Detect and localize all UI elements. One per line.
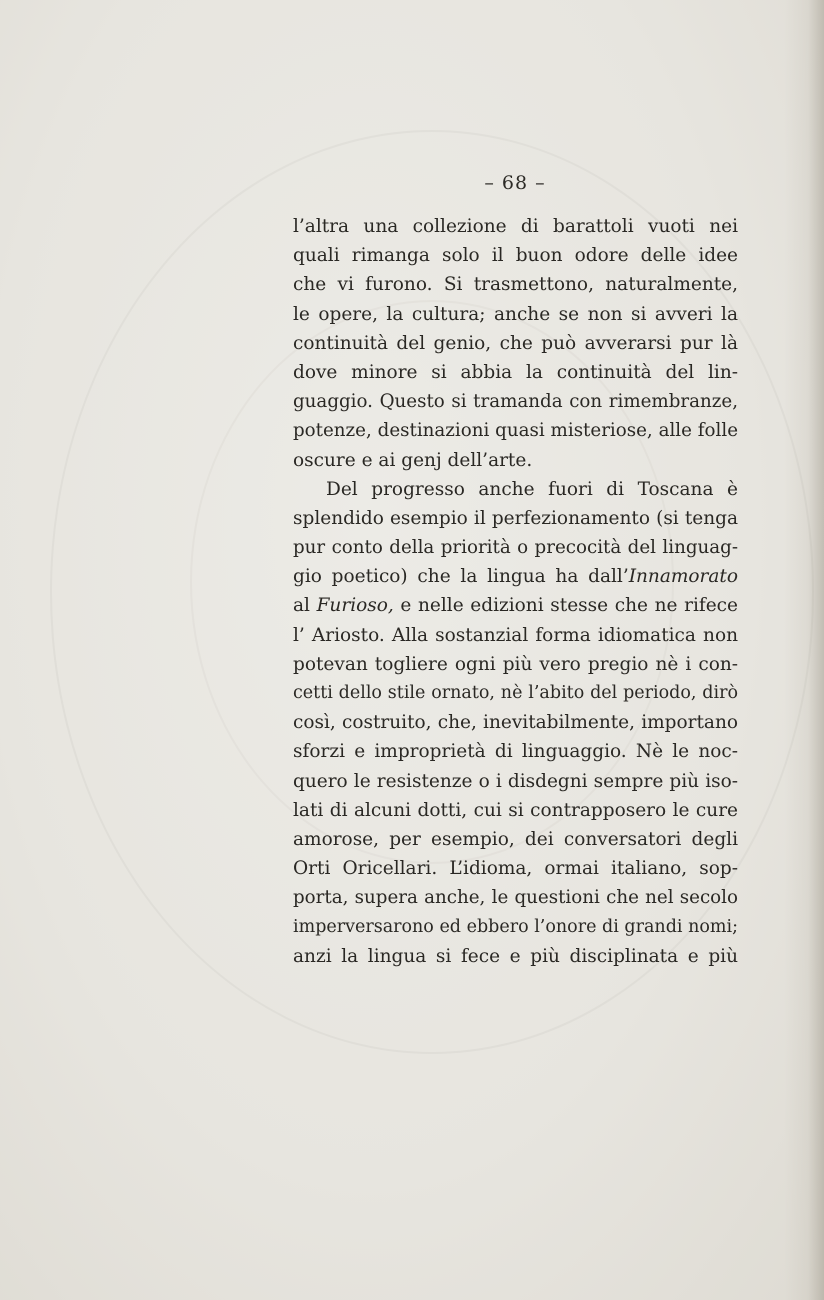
text-line: l’altra una collezione di barattoli vuoti nei	[293, 216, 738, 237]
paragraph-start-line: Del progresso anche fuori di Toscana è	[326, 478, 738, 500]
text-line: le opere, la cultura; anche se non si avveri la	[293, 303, 738, 325]
text-line: porta, supera anche, le questioni che nel secolo	[293, 887, 738, 909]
page-number: – 68 –	[484, 172, 546, 194]
text-line: quali rimanga solo il buon odore delle idee	[293, 245, 738, 267]
text-line: amorose, per esempio, dei conversatori degli	[293, 828, 738, 850]
text-span: e nelle edizioni stesse che ne rifece	[393, 595, 738, 617]
text-line	[293, 591, 738, 620]
text-line: guaggio. Questo si tramanda con rimembranze,	[293, 391, 738, 413]
text-line: sforzi e improprietà di linguaggio. Nè le noc-	[293, 741, 738, 763]
italic-title: Innamorato	[628, 566, 738, 588]
text-span: al	[293, 595, 317, 617]
italic-title: Furioso,	[316, 595, 394, 617]
body-text	[293, 212, 738, 971]
text-line: anzi la lingua si fece e più disciplinata e più	[293, 945, 738, 967]
text-line: dove minore si abbia la continuità del lin-	[293, 361, 738, 383]
text-line: pur conto della priorità o precocità del linguag-	[293, 537, 738, 559]
text-line: potenze, destinazioni quasi misteriose, alle folle	[293, 420, 738, 442]
page-edge-shadow	[784, 0, 824, 1300]
text-line: lati di alcuni dotti, cui si contrapposero le cure	[293, 799, 738, 821]
text-line: splendido esempio il perfezionamento (si tenga	[293, 507, 738, 529]
text-line: cetti dello stile ornato, nè l’abito del periodo, dirò	[293, 683, 738, 703]
text-line: così, costruito, che, inevitabilmente, importano	[293, 712, 738, 734]
paragraph-end-line: oscure e ai genj dell’arte.	[293, 449, 533, 471]
text-line: imperversarono ed ebbero l’onore di grandi nomi;	[293, 916, 738, 937]
text-line: potevan togliere ogni più vero pregio nè i con-	[293, 653, 738, 675]
text-line: l’ Ariosto. Alla sostanzial forma idiomatica non	[293, 624, 738, 646]
text-line: Orti Oricellari. L’idioma, ormai italiano, sop-	[293, 858, 738, 880]
text-span: gio poetico) che la lingua ha dall’	[293, 566, 629, 588]
text-line: continuità del genio, che può avverarsi pur là	[293, 332, 738, 354]
text-line: che vi furono. Si trasmettono, naturalmente,	[293, 274, 738, 296]
text-line	[293, 562, 738, 591]
text-line: quero le resistenze o i disdegni sempre più iso-	[293, 770, 738, 792]
